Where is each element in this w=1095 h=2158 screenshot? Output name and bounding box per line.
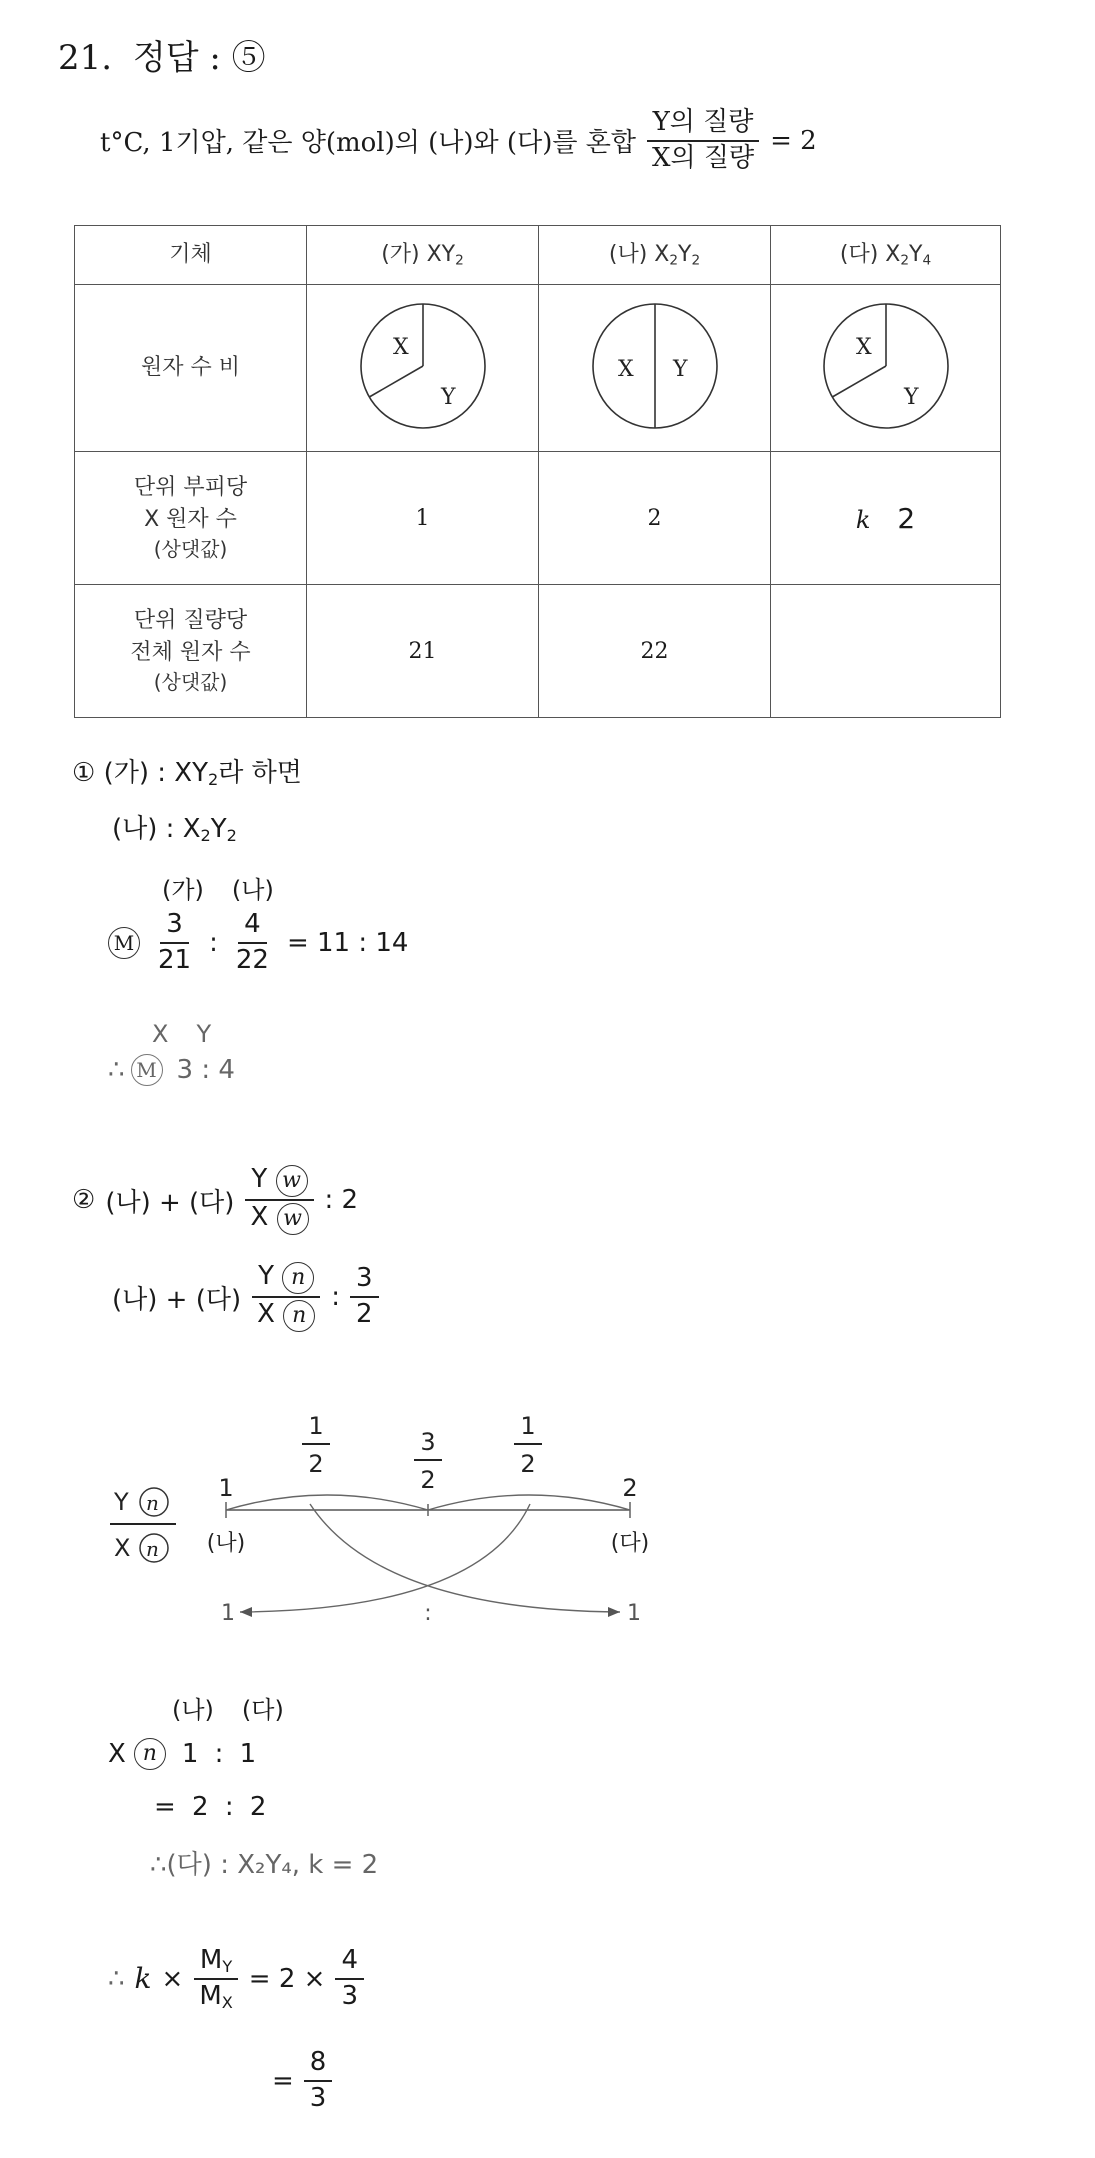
mixing-diagram [100, 1400, 700, 1640]
step1-frac1: $\frac{3}{21}$ [158, 909, 192, 975]
mass-value-na: 22 [539, 585, 771, 718]
step1-line1: ① (가) : $XY_2$라 하면 [72, 758, 302, 790]
step2-line1: ② (나) + (다) $\frac{\text{Y w}}{\text{X w}}$ : 2 [72, 1165, 358, 1235]
pie-da-y-label: Y [903, 385, 919, 410]
pie-chart-ga [353, 296, 493, 436]
arc-right-num: 1 [520, 1412, 536, 1440]
pie-chart-na [585, 296, 725, 436]
step2-mole-frac: $\frac{\text{Y n}}{\text{X n}}$ [251, 1262, 321, 1332]
table-row [75, 452, 1001, 585]
volume-value-ga: 1 [307, 452, 539, 585]
condition-suffix: = 2 [770, 125, 817, 156]
pie-da-x-label: X [855, 335, 872, 360]
diagram-bottom-right: 1 [627, 1601, 641, 1626]
step2-marker: ② [72, 1185, 96, 1215]
diagram-y-label: Y [114, 1488, 129, 1516]
pie-ga-x-label: X [392, 335, 409, 360]
volume-row-label: 단위 부피당 X 원자 수 (상댓값) [75, 452, 307, 585]
table-header-row [75, 226, 1001, 285]
diagram-left-label: (나) [206, 1531, 246, 1556]
pie-ga-y-label: Y [440, 385, 456, 410]
diagram-bottom-mid: : [424, 1601, 432, 1626]
step2-line2: (나) + (다) $\frac{\text{Y n}}{\text{X n}}$ : $\frac{3}{2}$ [112, 1262, 379, 1332]
mass-value-da [771, 585, 1001, 718]
condition-line [100, 108, 817, 174]
header-ga: (가) $XY_2$ [307, 226, 539, 285]
pie-cell-na [539, 285, 771, 452]
final-equation: ∴ k × $\frac{M_Y}{M_X}$ = 2 × $\frac{4}{3}$ [108, 1946, 364, 2012]
mass-row-label: 단위 질량당 전체 원자 수 (상댓값) [75, 585, 307, 718]
header-da: (다) $X_2Y_4$ [771, 226, 1001, 285]
gas-table [74, 225, 1001, 718]
step3-column-labels: (나) (다) [172, 1696, 284, 1724]
table-row [75, 285, 1001, 452]
step1-marker: ① [72, 758, 96, 788]
m-circled: M [108, 927, 140, 959]
arc-left-den: 2 [308, 1450, 324, 1478]
condition-fraction [646, 108, 760, 174]
step3-conclusion: ∴(다) : X₂Y₄, k = 2 [150, 1850, 379, 1880]
diagram-n-bottom: n [146, 1537, 159, 1561]
answer-title [58, 30, 266, 79]
step1-equation: M $\frac{3}{21}$ : $\frac{4}{22}$ = 11 : 14 [108, 910, 408, 976]
step1-xy-labels: X Y [152, 1020, 212, 1048]
step3-row1: X n 1 : 1 [108, 1739, 257, 1769]
condition-text: t°C, 1기압, 같은 양(mol)의 (나)와 (다)를 혼합 [100, 128, 636, 159]
diagram-n-top: n [146, 1491, 159, 1515]
step3-row2: = 2 : 2 [154, 1792, 267, 1822]
condition-frac-num: Y의 질량 [647, 108, 760, 142]
table-row [75, 585, 1001, 718]
question-number: 21. [58, 38, 113, 78]
pie-cell-ga [307, 285, 539, 452]
diagram-bottom-left: 1 [221, 1601, 235, 1626]
step1-column-labels: (가) (나) [162, 876, 274, 904]
step1-result: = 11 : 14 [286, 927, 409, 958]
mid-value-den: 2 [420, 1466, 436, 1494]
header-gas: 기체 [75, 226, 307, 285]
step1-line2: (나) : $X_2Y_2$ [112, 814, 237, 846]
k-answer: 2 [897, 501, 916, 535]
step1-ratio: ∴ M 3 : 4 [108, 1055, 235, 1085]
diagram-left-value: 1 [218, 1474, 234, 1502]
pie-na-x-label: X [617, 357, 634, 382]
molar-mass-ratio: $\frac{M_Y}{M_X}$ [193, 1946, 238, 2012]
xy-ratio: 3 : 4 [176, 1055, 235, 1085]
m-circled-2: M [131, 1054, 163, 1086]
arc-right-den: 2 [520, 1450, 536, 1478]
volume-value-da [771, 452, 1001, 585]
final-result: = $\frac{8}{3}$ [272, 2048, 332, 2114]
pie-chart-da [816, 296, 956, 436]
final-answer-fraction: $\frac{8}{3}$ [304, 2048, 333, 2114]
mass-value-ga: 21 [307, 585, 539, 718]
header-na: (나) $X_2Y_2$ [539, 226, 771, 285]
pie-row-label: 원자 수 비 [75, 285, 307, 452]
n-circled: n [134, 1738, 166, 1770]
condition-frac-den: X의 질량 [651, 142, 755, 173]
step2-mass-frac: $\frac{\text{Y w}}{\text{X w}}$ [244, 1165, 314, 1235]
k-symbol: k [855, 505, 871, 534]
diagram-right-label: (다) [610, 1531, 650, 1556]
pie-na-y-label: Y [672, 357, 688, 382]
diagram-x-label: X [114, 1534, 131, 1562]
pie-cell-da [771, 285, 1001, 452]
volume-value-na: 2 [539, 452, 771, 585]
step1-frac2: $\frac{4}{22}$ [235, 909, 269, 975]
arc-left-num: 1 [308, 1412, 324, 1440]
answer-label: 정답 : ⑤ [132, 38, 266, 78]
mid-value-num: 3 [420, 1428, 436, 1456]
diagram-right-value: 2 [622, 1474, 638, 1502]
